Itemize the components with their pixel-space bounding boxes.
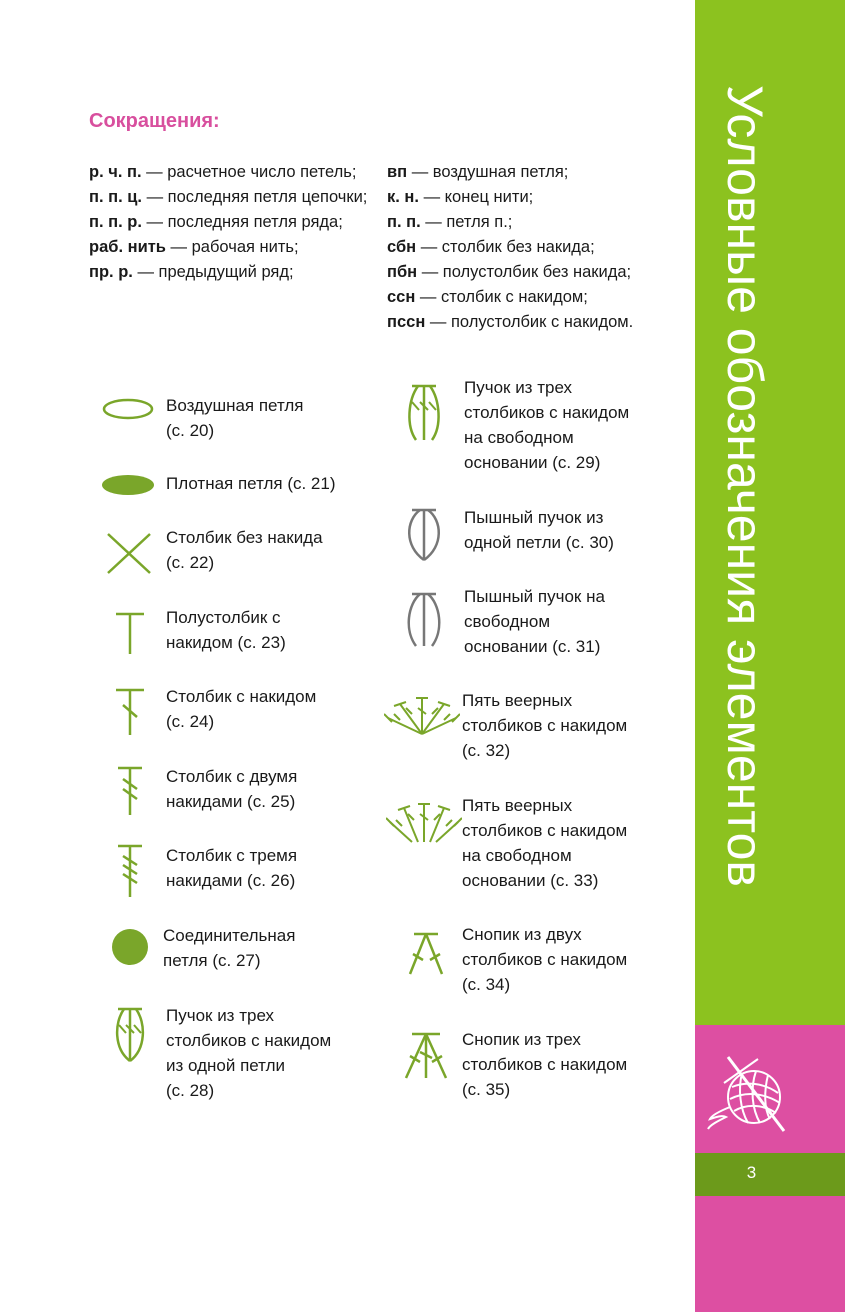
sidebar-pink-bottom bbox=[695, 1196, 845, 1312]
single-crochet-x-icon bbox=[104, 530, 154, 576]
yarn-ball-hook-icon bbox=[702, 1053, 792, 1143]
puff-one-loop-icon bbox=[404, 506, 444, 564]
abbreviation-item: вп — воздушная петля; bbox=[387, 163, 569, 181]
abbreviation-item: к. н. — конец нити; bbox=[387, 188, 534, 206]
sidebar-green-panel: Условные обозначения элементов bbox=[695, 0, 845, 1025]
abbreviation-item: п. п. ц. — последняя петля цепочки; bbox=[89, 188, 368, 206]
symbol-label: Соединительная петля (с. 27) bbox=[163, 926, 296, 970]
abbreviation-item: пбн — полустолбик без накида; bbox=[387, 263, 632, 281]
slip-stitch-dot-icon bbox=[110, 927, 150, 967]
abbreviation-item: пссн — полустолбик с накидом. bbox=[387, 313, 634, 331]
sidebar bbox=[695, 0, 845, 1312]
abbreviation-item: раб. нить — рабочая нить; bbox=[89, 238, 299, 256]
symbol-label: Полустолбик с накидом (с. 23) bbox=[166, 608, 286, 652]
symbol-label: Пучок из трех столбиков с накидом на свободном основании (с. 29) bbox=[464, 378, 630, 472]
abbreviations-right-list bbox=[387, 160, 687, 335]
abbreviation-item: ссн — столбик с накидом; bbox=[387, 288, 588, 306]
symbol-label: Пять веерных столбиков с накидом (с. 32) bbox=[462, 691, 628, 760]
puff-free-base-icon bbox=[404, 590, 444, 650]
abbreviation-item: сбн — столбик без накида; bbox=[387, 238, 595, 256]
symbol-label: Снопик из трех столбиков с накидом (с. 35) bbox=[462, 1030, 628, 1099]
symbol-label: Столбик с тремя накидами (с. 26) bbox=[166, 846, 298, 890]
double-treble-crochet-icon bbox=[112, 843, 148, 899]
symbol-label: Столбик без накида (с. 22) bbox=[166, 528, 323, 572]
treble-crochet-icon bbox=[112, 765, 148, 817]
symbol-label: Пышный пучок из одной петли (с. 30) bbox=[464, 508, 614, 552]
sheaf-two-icon bbox=[404, 930, 448, 978]
abbreviation-item: п. п. — петля п.; bbox=[387, 213, 513, 231]
symbol-label: Пять веерных столбиков с накидом на свободном основании (с. 33) bbox=[462, 796, 628, 890]
sidebar-pink-panel bbox=[695, 1025, 845, 1153]
abbreviation-item: пр. р. — предыдущий ряд; bbox=[89, 263, 294, 281]
cluster-free-base-icon bbox=[404, 382, 444, 444]
symbol-label: Столбик с накидом (с. 24) bbox=[166, 687, 317, 731]
fan-five-free-base-icon bbox=[386, 800, 462, 844]
symbol-label: Плотная петля (с. 21) bbox=[166, 474, 336, 493]
abbreviation-item: р. ч. п. — расчетное число петель; bbox=[89, 163, 357, 181]
symbol-label: Воздушная петля (с. 20) bbox=[166, 396, 304, 440]
symbol-label: Пышный пучок на свободном основании (с. 31) bbox=[464, 587, 605, 656]
sheaf-three-icon bbox=[402, 1030, 450, 1082]
chain-stitch-oval-icon bbox=[100, 395, 156, 423]
page-number: 3 bbox=[746, 1163, 757, 1182]
half-double-crochet-t-icon bbox=[112, 610, 148, 656]
abbreviations-left-list bbox=[89, 160, 374, 285]
fan-five-icon bbox=[384, 694, 460, 738]
symbol-label: Снопик из двух столбиков с накидом (с. 34) bbox=[462, 925, 628, 994]
abbreviation-item: п. п. р. — последняя петля ряда; bbox=[89, 213, 343, 231]
dense-loop-filled-oval-icon bbox=[100, 471, 156, 499]
cluster-one-loop-icon bbox=[110, 1005, 150, 1065]
double-crochet-icon bbox=[112, 687, 148, 737]
abbreviations-heading: Сокращения: bbox=[89, 110, 220, 132]
symbol-label: Пучок из трех столбиков с накидом из одной петли (с. 28) bbox=[166, 1006, 332, 1100]
symbol-label: Столбик с двумя накидами (с. 25) bbox=[166, 767, 298, 811]
